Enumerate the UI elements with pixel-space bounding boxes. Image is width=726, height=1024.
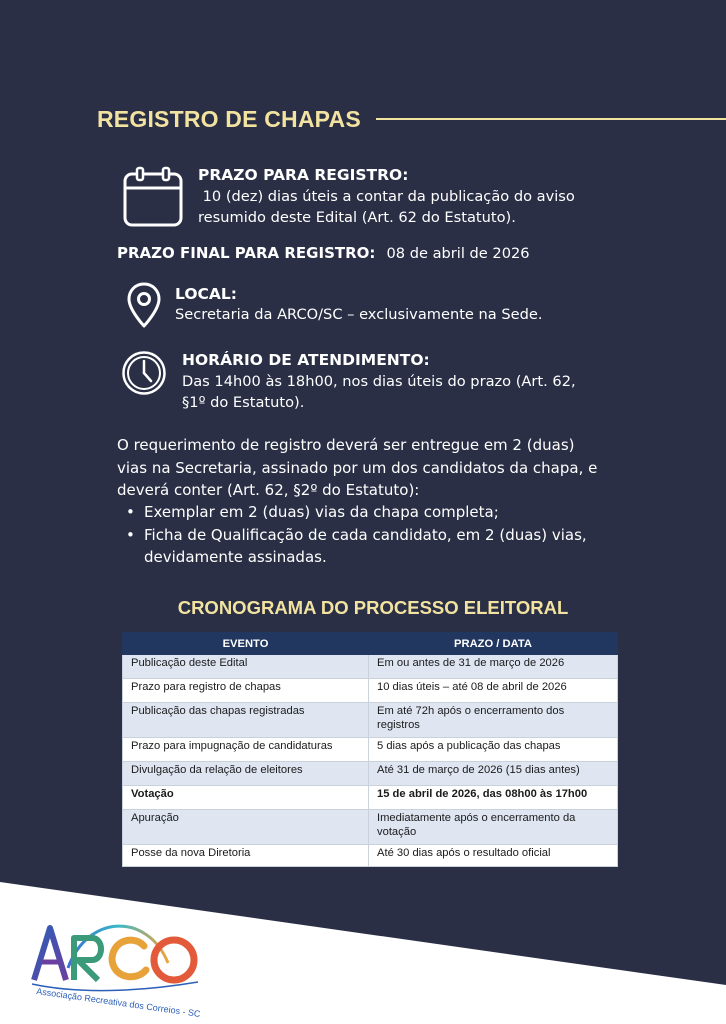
- evento-cell: Prazo para impugnação de candidaturas: [123, 738, 369, 762]
- local-value: Secretaria da ARCO/SC – exclusivamente na Sede.: [175, 306, 543, 323]
- clock-icon: [121, 350, 167, 396]
- prazo-cell: Até 30 dias após o resultado oficial: [369, 845, 618, 867]
- header-evento: EVENTO: [123, 633, 369, 655]
- requerimento-line2: vias na Secretaria, assinado por um dos candidatos da chapa, e: [117, 458, 598, 477]
- arco-logo: [28, 908, 208, 1018]
- table-row: [123, 679, 618, 703]
- prazo-registro-line2: resumido deste Edital (Art. 62 do Estatuto).: [198, 209, 516, 226]
- evento-cell: Publicação das chapas registradas: [123, 703, 369, 738]
- prazo-cell: 10 dias úteis – até 08 de abril de 2026: [369, 679, 618, 703]
- prazo-cell: 5 dias após a publicação das chapas: [369, 738, 618, 762]
- prazo-final-value: 08 de abril de 2026: [386, 245, 530, 262]
- bullet-item: • Exemplar em 2 (duas) vias da chapa completa;: [126, 501, 636, 524]
- evento-cell: Divulgação da relação de eleitores: [123, 762, 369, 786]
- requerimento-line1: O requerimento de registro deverá ser entregue em 2 (duas): [117, 436, 575, 454]
- evento-cell: Votação: [123, 786, 369, 810]
- local-label: LOCAL:: [175, 285, 237, 303]
- table-row: [123, 738, 618, 762]
- prazo-final: [117, 243, 530, 264]
- table-row: [123, 810, 618, 845]
- cronograma-table: [122, 632, 618, 867]
- evento-cell: Posse da nova Diretoria: [123, 845, 369, 867]
- table-header-row: [123, 633, 618, 655]
- horario-line2: §1º do Estatuto).: [182, 394, 305, 411]
- prazo-cell: Em ou antes de 31 de março de 2026: [369, 655, 618, 679]
- requerimento-paragraph: [117, 434, 637, 502]
- local-block: [175, 285, 615, 325]
- table-row: [123, 845, 618, 867]
- prazo-registro-line1: 10 (dez) dias úteis a contar da publicação do aviso: [198, 188, 575, 205]
- title-divider: [376, 118, 726, 120]
- table-row: [123, 762, 618, 786]
- prazo-cell: Até 31 de março de 2026 (15 dias antes): [369, 762, 618, 786]
- evento-cell: Prazo para registro de chapas: [123, 679, 369, 703]
- evento-cell: Apuração: [123, 810, 369, 845]
- cronograma-title: CRONOGRAMA DO PROCESSO ELEITORAL: [177, 597, 569, 618]
- prazo-cell: Imediatamente após o encerramento da votação: [369, 810, 618, 845]
- prazo-final-label: PRAZO FINAL PARA REGISTRO:: [117, 244, 376, 262]
- section-title: REGISTRO DE CHAPAS: [97, 106, 361, 132]
- prazo-cell: 15 de abril de 2026, das 08h00 às 17h00: [369, 786, 618, 810]
- table-row: [123, 655, 618, 679]
- prazo-cell: Em até 72h após o encerramento dos registros: [369, 703, 618, 738]
- table-row: [123, 786, 618, 810]
- horario-line1: Das 14h00 às 18h00, nos dias úteis do prazo (Art. 62,: [182, 373, 576, 390]
- location-pin-icon: [126, 281, 162, 329]
- prazo-registro-label: PRAZO PARA REGISTRO:: [198, 166, 409, 184]
- horario-label: HORÁRIO DE ATENDIMENTO:: [182, 351, 430, 369]
- svg-text:Associação Recreativa dos Corr: Associação Recreativa dos Correios - SC: [35, 986, 202, 1018]
- table-row: [123, 703, 618, 738]
- calendar-icon: [123, 166, 183, 228]
- header-prazo-data: PRAZO / DATA: [369, 633, 618, 655]
- requerimento-line3: deverá conter (Art. 62, §2º do Estatuto):: [117, 481, 420, 499]
- evento-cell: Publicação deste Edital: [123, 655, 369, 679]
- requerimento-bullets: [126, 501, 636, 569]
- prazo-registro-block: [198, 166, 638, 228]
- horario-block: [182, 351, 622, 413]
- bullet-item: • Ficha de Qualificação de cada candidato, em 2 (duas) vias, devidamente assinadas.: [126, 524, 606, 569]
